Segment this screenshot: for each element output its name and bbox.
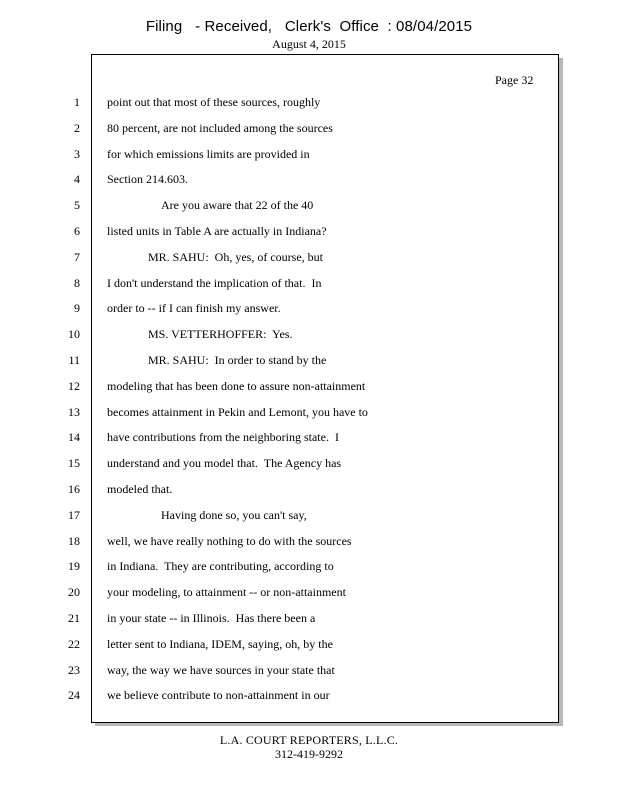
line-number-column (50, 94, 80, 713)
line-number: 15 (68, 456, 80, 471)
line-number: 23 (68, 662, 80, 677)
transcript-line: Having done so, you can't say, (161, 507, 307, 522)
transcript-line: your modeling, to attainment -- or non-attainment (107, 585, 346, 600)
transcript-line: becomes attainment in Pekin and Lemont, you have to (107, 404, 368, 419)
transcript-text (107, 94, 547, 713)
filing-stamp: Filing - Received, Clerk's Office : 08/04/2015 (145, 18, 473, 35)
transcript-line: MR. SAHU: In order to stand by the (148, 352, 327, 367)
line-number: 12 (68, 378, 80, 393)
transcript-line: Section 214.603. (107, 172, 188, 187)
transcript-line: understand and you model that. The Agency has (107, 456, 342, 471)
transcript-line: way, the way we have sources in your state that (107, 662, 335, 677)
line-number: 14 (68, 430, 80, 445)
transcript-line: letter sent to Indiana, IDEM, saying, oh, by the (107, 636, 333, 651)
line-number: 21 (68, 610, 80, 625)
transcript-line: we believe contribute to non-attainment in our (107, 688, 330, 703)
line-number: 8 (74, 275, 80, 290)
transcript-line: have contributions from the neighboring state. I (107, 430, 339, 445)
court-reporter-phone: 312-419-9292 (275, 747, 343, 761)
line-number: 2 (74, 120, 80, 135)
transcript-line: listed units in Table A are actually in Indiana? (107, 223, 327, 238)
line-number: 24 (68, 688, 80, 703)
line-number: 5 (74, 198, 80, 213)
line-number: 22 (68, 636, 80, 651)
line-number: 11 (68, 352, 80, 367)
transcript-line: Are you aware that 22 of the 40 (161, 198, 314, 213)
transcript-line: in your state -- in Illinois. Has there been a (107, 610, 316, 625)
transcript-line: well, we have really nothing to do with the sources (107, 533, 352, 548)
line-number: 7 (74, 249, 80, 264)
transcript-line: for which emissions limits are provided in (107, 146, 310, 161)
line-number: 9 (74, 301, 80, 316)
page-number: Page 32 (495, 73, 534, 87)
line-number: 20 (68, 585, 80, 600)
transcript-line: point out that most of these sources, roughly (107, 95, 321, 109)
line-number: 13 (68, 404, 80, 419)
line-number: 1 (74, 95, 80, 109)
transcript-line: 80 percent, are not included among the sources (107, 120, 333, 135)
transcript-line: order to -- if I can finish my answer. (107, 301, 281, 316)
transcript-line: MS. VETTERHOFFER: Yes. (148, 327, 293, 342)
transcript-line: I don't understand the implication of that. In (107, 275, 322, 290)
court-reporter-name: L.A. COURT REPORTERS, L.L.C. (219, 733, 399, 747)
line-number: 18 (68, 533, 80, 548)
line-number: 10 (68, 327, 80, 342)
document-date: August 4, 2015 (272, 37, 346, 51)
transcript-line: modeled that. (107, 481, 173, 496)
line-number: 16 (68, 481, 80, 496)
line-number: 3 (74, 146, 80, 161)
transcript-line: in Indiana. They are contributing, according to (107, 559, 334, 574)
transcript-line: modeling that has been done to assure non-attainment (107, 378, 366, 393)
line-number: 4 (74, 172, 80, 187)
line-number: 17 (68, 507, 80, 522)
transcript-line: MR. SAHU: Oh, yes, of course, but (148, 249, 323, 264)
line-number: 19 (68, 559, 80, 574)
line-number: 6 (74, 223, 80, 238)
